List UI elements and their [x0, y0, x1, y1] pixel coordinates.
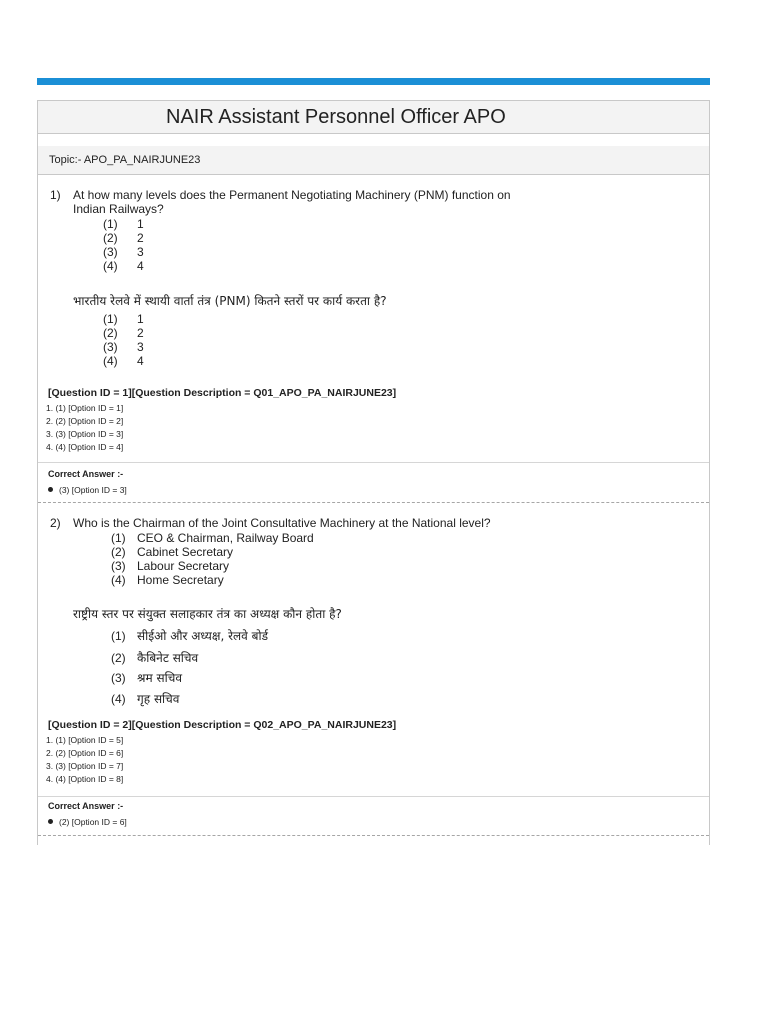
bullet-icon	[48, 819, 53, 824]
question-number: 2)	[50, 516, 61, 530]
option-id-item: 4. (4) [Option ID = 4]	[46, 442, 124, 452]
option-id-item: 1. (1) [Option ID = 5]	[46, 735, 124, 745]
option-number: (2)	[111, 545, 126, 559]
option-id-list	[46, 402, 123, 454]
option-number: (4)	[103, 354, 118, 368]
hindi-option-3	[111, 669, 182, 686]
correct-answer-value	[48, 817, 127, 827]
option-number: (4)	[111, 573, 126, 587]
hindi-option-4	[103, 354, 144, 368]
option-number: (2)	[103, 326, 118, 340]
option-number: (3)	[111, 671, 126, 685]
option-text: गृह सचिव	[137, 692, 180, 706]
topic-row	[38, 146, 709, 175]
option-number: (3)	[103, 340, 118, 354]
question-separator	[38, 835, 709, 836]
question-text-line-1: At how many levels does the Permanent Negotiating Machinery (PNM) function on	[73, 188, 511, 202]
correct-answer-label: Correct Answer :-	[48, 469, 124, 479]
option-number: (2)	[103, 231, 118, 245]
option-4	[111, 573, 224, 587]
option-text: कैबिनेट सचिव	[137, 651, 199, 665]
question-number: 1)	[50, 188, 61, 202]
hindi-option-4	[111, 690, 179, 707]
option-text: 4	[137, 354, 144, 368]
option-number: (3)	[111, 559, 126, 573]
correct-answer-value	[48, 485, 127, 495]
option-2	[111, 545, 233, 559]
option-1	[111, 531, 314, 545]
question-text-hindi: भारतीय रेलवे में स्थायी वार्ता तंत्र (PNM) कितने स्तरों पर कार्य करता है?	[73, 294, 387, 308]
hindi-option-3	[103, 340, 144, 354]
option-2	[103, 231, 144, 245]
hindi-option-2	[111, 649, 198, 666]
option-id-item: 2. (2) [Option ID = 6]	[46, 748, 124, 758]
hindi-option-1	[103, 312, 144, 326]
option-id-item: 2. (2) [Option ID = 2]	[46, 416, 124, 426]
header-accent-bar	[37, 78, 710, 85]
question-text-line-1: Who is the Chairman of the Joint Consultative Machinery at the National level?	[73, 516, 491, 530]
option-text: CEO & Chairman, Railway Board	[137, 531, 314, 545]
spacer-row	[38, 132, 709, 147]
correct-answer-label: Correct Answer :-	[48, 801, 124, 811]
option-text: श्रम सचिव	[137, 671, 182, 685]
option-number: (2)	[111, 651, 126, 665]
option-1	[103, 217, 144, 231]
question-meta: [Question ID = 1][Question Description = Q01_APO_PA_NAIRJUNE23]	[48, 387, 397, 399]
option-id-item: 3. (3) [Option ID = 3]	[46, 429, 124, 439]
option-text: 1	[137, 312, 144, 326]
correct-answer-text: (2) [Option ID = 6]	[59, 817, 127, 827]
option-id-list	[46, 734, 123, 786]
topic-label: Topic:- APO_PA_NAIRJUNE23	[49, 154, 201, 166]
question-text-hindi: राष्ट्रीय स्तर पर संयुक्त सलाहकार तंत्र का अध्यक्ष कौन होता है?	[73, 607, 342, 621]
option-text: 1	[137, 217, 144, 231]
option-number: (1)	[111, 629, 126, 643]
option-text: सीईओ और अध्यक्ष, रेलवे बोर्ड	[137, 629, 268, 643]
page-title: NAIR Assistant Personnel Officer APO	[166, 106, 506, 128]
option-text: Home Secretary	[137, 573, 224, 587]
question-text-line-2: Indian Railways?	[73, 202, 164, 216]
option-4	[103, 259, 144, 273]
option-id-item: 4. (4) [Option ID = 8]	[46, 774, 124, 784]
hindi-option-2	[103, 326, 144, 340]
option-text: 4	[137, 259, 144, 273]
option-text: 3	[137, 245, 144, 259]
bullet-icon	[48, 487, 53, 492]
option-number: (1)	[103, 312, 118, 326]
section-divider	[38, 462, 709, 463]
option-text: 3	[137, 340, 144, 354]
option-id-item: 1. (1) [Option ID = 1]	[46, 403, 124, 413]
option-text: 2	[137, 231, 144, 245]
option-number: (1)	[103, 217, 118, 231]
option-id-item: 3. (3) [Option ID = 7]	[46, 761, 124, 771]
option-3	[111, 559, 229, 573]
option-number: (1)	[111, 531, 126, 545]
question-separator	[38, 502, 709, 503]
question-paper	[37, 100, 710, 845]
option-text: Cabinet Secretary	[137, 545, 234, 559]
section-divider	[38, 796, 709, 797]
option-text: 2	[137, 326, 144, 340]
correct-answer-text: (3) [Option ID = 3]	[59, 485, 127, 495]
option-3	[103, 245, 144, 259]
option-number: (4)	[103, 259, 118, 273]
option-text: Labour Secretary	[137, 559, 230, 573]
option-number: (3)	[103, 245, 118, 259]
title-row	[38, 100, 709, 134]
question-meta: [Question ID = 2][Question Description = Q02_APO_PA_NAIRJUNE23]	[48, 719, 397, 731]
option-number: (4)	[111, 692, 126, 706]
hindi-option-1	[111, 627, 268, 644]
